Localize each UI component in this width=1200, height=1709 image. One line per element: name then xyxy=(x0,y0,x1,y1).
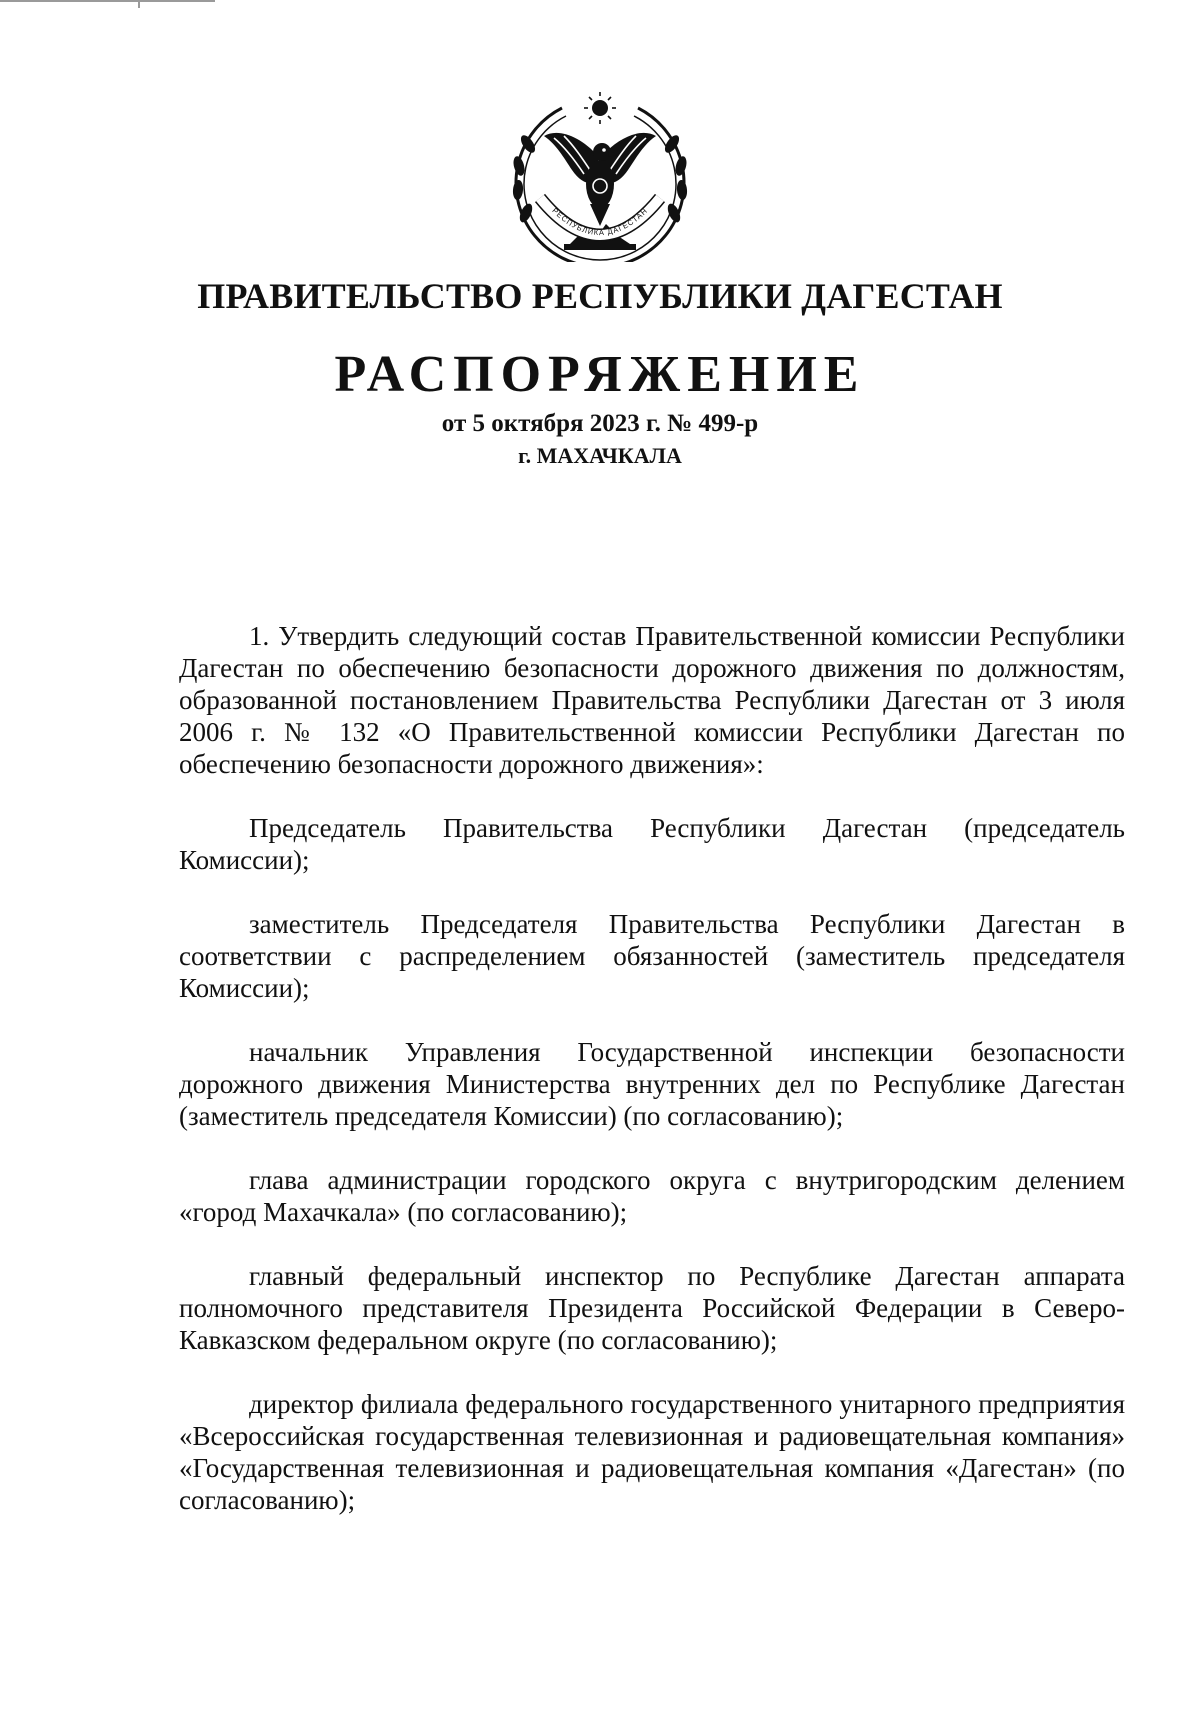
paragraph-6: главный федеральный инспектор по Республике Дагестан аппарата полномочного представителя Президента Российской Федерации в Северо-Кавказском федеральном округе (по согласованию); xyxy=(179,1261,1125,1355)
document-city: г. МАХАЧКАЛА xyxy=(518,443,682,468)
document-body xyxy=(179,620,1125,1548)
document-type-title: РАСПОРЯЖЕНИЕ xyxy=(334,346,866,403)
document-date-number: от 5 октября 2023 г. № 499-р xyxy=(441,410,759,437)
paragraph-4: начальник Управления Государственной инспекции безопасности дорожного движения Министерства внутренних дел по Республике Дагестан (заместитель председателя Комиссии) (по согласованию); xyxy=(179,1037,1125,1131)
paragraph-3: заместитель Председателя Правительства Республики Дагестан в соответствии с распределением обязанностей (заместитель председателя Комиссии); xyxy=(179,909,1125,1003)
paragraph-5: глава администрации городского округа с внутригородским делением «город Махачкала» (по согласованию); xyxy=(179,1165,1125,1227)
coat-of-arms-emblem xyxy=(500,86,700,262)
paragraph-1: 1. Утвердить следующий состав Правительственной комиссии Республики Дагестан по обеспечению безопасности дорожного движения по должностям, образованной постановлением Правительства Республики Дагестан от 3 июля 2006 г. № 132 «О Правительственной комиссии Республики Дагестан по обеспечению безопасности дорожного движения»: xyxy=(179,621,1125,779)
scan-edge-tick xyxy=(138,0,140,8)
svg-text:РЕСПУБЛИКА ДАГЕСТАН: РЕСПУБЛИКА ДАГЕСТАН xyxy=(550,206,650,238)
government-heading: ПРАВИТЕЛЬСТВО РЕСПУБЛИКИ ДАГЕСТАН xyxy=(197,276,1003,316)
scan-edge-mark xyxy=(0,0,215,2)
paragraph-2: Председатель Правительства Республики Дагестан (председатель Комиссии); xyxy=(179,813,1125,875)
paragraph-7: директор филиала федерального государственного унитарного предприятия «Всероссийская государственная телевизионная и радиовещательная компания» «Государственная телевизионная и радиовещательная компания «Дагестан» (по согласованию); xyxy=(179,1389,1125,1515)
